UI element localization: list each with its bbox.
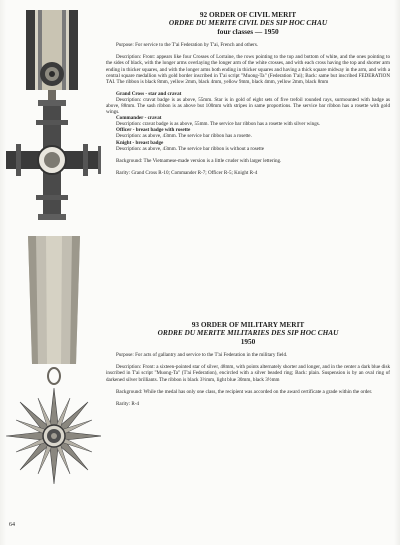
description-paragraph: Description: Front: a sixteen-pointed star of silver, 48mm, with points alternately shorter and longer, and in the center a dark blue disk inscribed in T'ai script "Muong-Ta" (T'ai Federation), encircled with a silver beaded ring; Back: plain. Suspension is by an oval ring of darkened silver brilliants. The ribbon is black 3½mm, light blue 30mm, black 3½mm — [106, 364, 390, 383]
grade-description: Description: as above, 43mm. The service bar ribbon has a rosette. — [116, 133, 252, 140]
rarity-paragraph: Rarity: Grand Cross R-10; Commander R-7; Officer R-5; Knight R-4 — [116, 169, 258, 176]
description-paragraph: Description: Front: appears like four Crosses of Lorraine, the rows pointing to the top and bottom of white, and the ones pointing to the sides of black, with the longer arms overlaying the longer arm of the white crosses, and with each cross having the top and shorter arm ending in thicker squares, and with the longer arms both ending in thicker squares and having a thick square midway in the arm, and with a central square medallion with gold border inscribed in T'ai script "Muong-Ta" (Federation T'ai); Back: same but inscribed FEDERATION TAI. The ribbon is black 8mm, yellow 2mm, black 4mm, yellow 9mm, black 4mm, yellow 2mm, black 8mm — [106, 54, 390, 85]
section-title-french: ORDRE DU MERITE CIVIL DES SIP HOC CHAU — [168, 18, 328, 28]
grade-heading: Commander - cravat — [116, 115, 162, 122]
rarity-paragraph: Rarity: R-4 — [116, 400, 140, 407]
grade-heading: Officer - breast badge with rosette — [116, 127, 191, 134]
grade-description: Description: cravat badge is as above, 55mm. Star is in gold of eight sets of five trefoil rounded rays, surmounted with badge as above, 88mm. The sash ribbon is as above but 100mm with stripes in same proportions. The service bar ribbon has a rosette with gold wings. — [106, 96, 390, 116]
purpose-paragraph: Purpose: For service to the T'ai Federation by T'ai, French and others. — [116, 42, 259, 49]
grade-heading: Grand Cross - star and cravat — [116, 90, 182, 97]
section-year: 1950 — [240, 336, 256, 346]
background-paragraph: Background: While the medal has only one class, the recipient was accorded on the award certificate a grade within the order. — [116, 388, 373, 395]
section-classes: four classes — 1950 — [217, 26, 279, 36]
civil-merit-medal-image — [6, 10, 101, 225]
section-title: 92 ORDER OF CIVIL MERIT — [199, 10, 297, 19]
background-paragraph: Background: The Vietnamese-made version is a little cruder with larger lettering. — [116, 157, 282, 164]
section-civil-merit — [106, 11, 390, 176]
page-number: 64 — [9, 522, 15, 528]
section-military-merit — [106, 321, 390, 407]
grade-heading: Knight - breast badge — [116, 139, 164, 146]
military-merit-medal-image — [6, 236, 101, 518]
grade-description: Description: cravat badge is as above, 55mm. The service bar ribbon has a rosette with silver wings. — [116, 121, 321, 128]
section-title: 93 ORDER OF MILITARY MERIT — [191, 320, 305, 329]
purpose-paragraph: Purpose: For acts of gallantry and service to the T'ai Federation in the military field. — [116, 352, 288, 359]
grade-description: Description: as above, 43mm. The service bar ribbon is without a rosette — [116, 145, 265, 152]
section-title-french: ORDRE DU MERITE MILITARIES DES SIP HOC CHAU — [157, 328, 339, 338]
